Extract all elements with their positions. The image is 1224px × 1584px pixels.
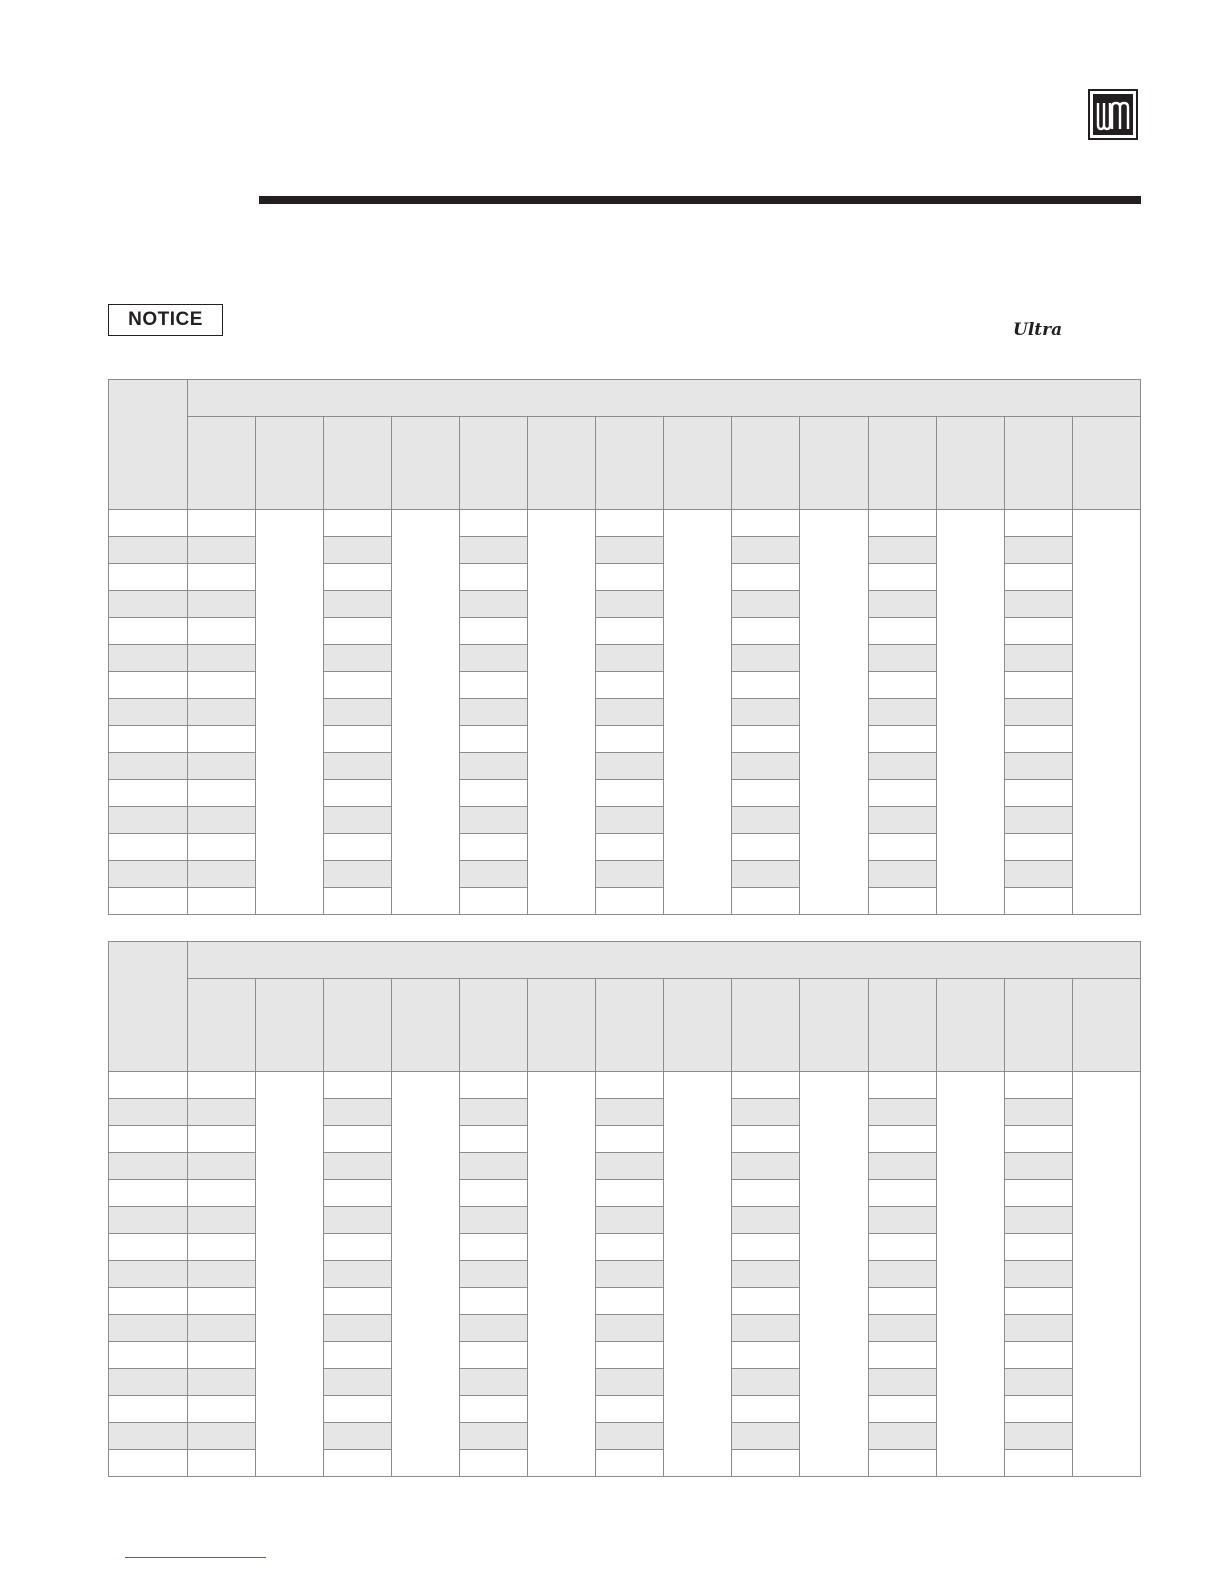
table-cell bbox=[732, 672, 800, 699]
row-label-cell bbox=[109, 645, 188, 672]
table-cell bbox=[732, 1072, 800, 1099]
column-header-cell bbox=[936, 417, 1004, 510]
table-cell bbox=[188, 1126, 256, 1153]
table-cell bbox=[188, 537, 256, 564]
row-label-cell bbox=[109, 1315, 188, 1342]
table-cell bbox=[460, 861, 528, 888]
table-cell bbox=[324, 1396, 392, 1423]
table-cell bbox=[324, 591, 392, 618]
table-cell bbox=[596, 1126, 664, 1153]
table-cell bbox=[188, 753, 256, 780]
row-label-cell bbox=[109, 834, 188, 861]
merged-cell bbox=[256, 510, 324, 915]
table-cell bbox=[596, 726, 664, 753]
table-cell bbox=[324, 1234, 392, 1261]
table-cell bbox=[732, 1234, 800, 1261]
column-header-cell bbox=[460, 417, 528, 510]
table-cell bbox=[1004, 564, 1072, 591]
table-cell bbox=[324, 780, 392, 807]
table-cell bbox=[460, 1126, 528, 1153]
table-cell bbox=[732, 1288, 800, 1315]
table-cell bbox=[324, 1369, 392, 1396]
table-cell bbox=[1004, 1099, 1072, 1126]
table-cell bbox=[460, 1072, 528, 1099]
table-cell bbox=[460, 1342, 528, 1369]
column-header-cell bbox=[800, 417, 868, 510]
table-cell bbox=[732, 753, 800, 780]
table-cell bbox=[324, 1315, 392, 1342]
table-cell bbox=[1004, 1153, 1072, 1180]
column-header-cell bbox=[1072, 979, 1140, 1072]
table-cell bbox=[188, 564, 256, 591]
row-label-cell bbox=[109, 699, 188, 726]
table-cell bbox=[868, 1099, 936, 1126]
table-cell bbox=[460, 672, 528, 699]
column-header-cell bbox=[868, 979, 936, 1072]
table-cell bbox=[460, 1396, 528, 1423]
table-cell bbox=[868, 1180, 936, 1207]
table-cell bbox=[596, 510, 664, 537]
merged-cell bbox=[256, 1072, 324, 1477]
table-cell bbox=[732, 807, 800, 834]
table-cell bbox=[596, 618, 664, 645]
table-cell bbox=[596, 807, 664, 834]
table-cell bbox=[460, 1369, 528, 1396]
table-cell bbox=[324, 1261, 392, 1288]
table-cell bbox=[596, 780, 664, 807]
table-cell bbox=[868, 834, 936, 861]
row-label-cell bbox=[109, 1261, 188, 1288]
table-row bbox=[109, 510, 1141, 537]
table-cell bbox=[460, 1288, 528, 1315]
table-cell bbox=[324, 888, 392, 915]
table-cell bbox=[460, 1315, 528, 1342]
table-cell bbox=[868, 1072, 936, 1099]
data-table-1 bbox=[108, 379, 1141, 915]
table-cell bbox=[1004, 1207, 1072, 1234]
table-cell bbox=[732, 1261, 800, 1288]
row-label-cell bbox=[109, 1207, 188, 1234]
table-cell bbox=[868, 564, 936, 591]
table-cell bbox=[1004, 1261, 1072, 1288]
table-cell bbox=[188, 1153, 256, 1180]
table-cell bbox=[324, 834, 392, 861]
table-cell bbox=[188, 699, 256, 726]
column-header-cell bbox=[324, 417, 392, 510]
column-header-cell bbox=[392, 979, 460, 1072]
column-header-cell bbox=[732, 417, 800, 510]
table-cell bbox=[324, 1153, 392, 1180]
table-cell bbox=[188, 807, 256, 834]
table-cell bbox=[1004, 1423, 1072, 1450]
row-header-cell bbox=[109, 942, 188, 1072]
row-label-cell bbox=[109, 1396, 188, 1423]
table-cell bbox=[324, 1180, 392, 1207]
table-cell bbox=[868, 1369, 936, 1396]
row-label-cell bbox=[109, 1369, 188, 1396]
table-cell bbox=[596, 1099, 664, 1126]
table-cell bbox=[324, 1450, 392, 1477]
table-cell bbox=[732, 645, 800, 672]
table-cell bbox=[596, 564, 664, 591]
table-cell bbox=[732, 1126, 800, 1153]
table-cell bbox=[868, 1396, 936, 1423]
table-cell bbox=[460, 1261, 528, 1288]
table-cell bbox=[460, 1234, 528, 1261]
table-cell bbox=[460, 1099, 528, 1126]
table-cell bbox=[188, 618, 256, 645]
merged-cell bbox=[664, 1072, 732, 1477]
notice-badge bbox=[108, 304, 223, 336]
table-cell bbox=[868, 1288, 936, 1315]
table-cell bbox=[868, 1234, 936, 1261]
table-cell bbox=[188, 726, 256, 753]
table-cell bbox=[1004, 591, 1072, 618]
column-header-cell bbox=[664, 417, 732, 510]
table-cell bbox=[868, 1315, 936, 1342]
title-rule bbox=[259, 196, 1141, 204]
wm-logo bbox=[1088, 89, 1138, 140]
data-table-2 bbox=[108, 941, 1141, 1477]
table-cell bbox=[1004, 1288, 1072, 1315]
merged-cell bbox=[664, 510, 732, 915]
table-cell bbox=[868, 726, 936, 753]
table-cell bbox=[596, 888, 664, 915]
table-cell bbox=[460, 564, 528, 591]
table-cell bbox=[188, 1396, 256, 1423]
table-cell bbox=[1004, 1450, 1072, 1477]
table-cell bbox=[732, 1369, 800, 1396]
table-cell bbox=[596, 699, 664, 726]
table-cell bbox=[324, 537, 392, 564]
column-header-cell bbox=[1072, 417, 1140, 510]
column-header-cell bbox=[460, 979, 528, 1072]
notice-label: NOTICE bbox=[128, 309, 203, 330]
merged-cell bbox=[800, 1072, 868, 1477]
table-cell bbox=[868, 861, 936, 888]
table-cell bbox=[188, 1450, 256, 1477]
table-cell bbox=[1004, 672, 1072, 699]
table-cell bbox=[596, 1180, 664, 1207]
table-cell bbox=[460, 591, 528, 618]
table-cell bbox=[732, 1423, 800, 1450]
table-cell bbox=[1004, 1234, 1072, 1261]
table-cell bbox=[188, 1207, 256, 1234]
table-cell bbox=[188, 1315, 256, 1342]
row-label-cell bbox=[109, 1072, 188, 1099]
table-cell bbox=[324, 807, 392, 834]
table-cell bbox=[596, 1072, 664, 1099]
table-cell bbox=[324, 1342, 392, 1369]
table-cell bbox=[460, 1180, 528, 1207]
table-cell bbox=[732, 537, 800, 564]
table-cell bbox=[324, 1288, 392, 1315]
table-cell bbox=[732, 1099, 800, 1126]
column-header-cell bbox=[528, 417, 596, 510]
merged-cell bbox=[392, 510, 460, 915]
table-cell bbox=[324, 564, 392, 591]
table-cell bbox=[460, 1450, 528, 1477]
row-label-cell bbox=[109, 1423, 188, 1450]
footer-link-underline[interactable] bbox=[125, 1557, 266, 1558]
column-header-cell bbox=[256, 417, 324, 510]
table-cell bbox=[188, 1261, 256, 1288]
table-cell bbox=[732, 1396, 800, 1423]
table-cell bbox=[324, 672, 392, 699]
row-label-cell bbox=[109, 888, 188, 915]
table-cell bbox=[868, 1450, 936, 1477]
row-label-cell bbox=[109, 1153, 188, 1180]
table-cell bbox=[460, 888, 528, 915]
column-header-cell bbox=[800, 979, 868, 1072]
table-cell bbox=[732, 1207, 800, 1234]
table-cell bbox=[188, 1423, 256, 1450]
table-cell bbox=[324, 861, 392, 888]
row-header-cell bbox=[109, 380, 188, 510]
column-header-cell bbox=[188, 417, 256, 510]
table-cell bbox=[596, 753, 664, 780]
table-cell bbox=[596, 834, 664, 861]
table-cell bbox=[324, 753, 392, 780]
table-cell bbox=[732, 564, 800, 591]
table-cell bbox=[1004, 510, 1072, 537]
table-cell bbox=[868, 1126, 936, 1153]
merged-cell bbox=[1072, 510, 1140, 915]
table-cell bbox=[1004, 807, 1072, 834]
table-cell bbox=[1004, 1126, 1072, 1153]
table-cell bbox=[460, 699, 528, 726]
table-cell bbox=[324, 1099, 392, 1126]
table-cell bbox=[188, 834, 256, 861]
table-cell bbox=[1004, 753, 1072, 780]
table-cell bbox=[596, 1261, 664, 1288]
row-label-cell bbox=[109, 672, 188, 699]
table-cell bbox=[1004, 861, 1072, 888]
table-cell bbox=[460, 834, 528, 861]
table-cell bbox=[460, 618, 528, 645]
table-cell bbox=[460, 537, 528, 564]
column-header-cell bbox=[392, 417, 460, 510]
column-header-cell bbox=[596, 417, 664, 510]
table-cell bbox=[596, 537, 664, 564]
table-cell bbox=[188, 780, 256, 807]
table-cell bbox=[596, 861, 664, 888]
table-cell bbox=[188, 1099, 256, 1126]
table-cell bbox=[732, 1342, 800, 1369]
table-cell bbox=[868, 1423, 936, 1450]
merged-cell bbox=[528, 1072, 596, 1477]
row-label-cell bbox=[109, 1099, 188, 1126]
table-cell bbox=[596, 672, 664, 699]
table-cell bbox=[868, 780, 936, 807]
row-label-cell bbox=[109, 1180, 188, 1207]
table-cell bbox=[732, 1315, 800, 1342]
table-cell bbox=[868, 510, 936, 537]
table-cell bbox=[188, 1342, 256, 1369]
row-label-cell bbox=[109, 807, 188, 834]
table-cell bbox=[324, 1423, 392, 1450]
table-cell bbox=[1004, 1396, 1072, 1423]
table-cell bbox=[188, 1180, 256, 1207]
table-cell bbox=[1004, 780, 1072, 807]
table-cell bbox=[732, 699, 800, 726]
table-cell bbox=[732, 618, 800, 645]
table-cell bbox=[460, 726, 528, 753]
table-cell bbox=[732, 888, 800, 915]
table-cell bbox=[1004, 537, 1072, 564]
table-cell bbox=[596, 1396, 664, 1423]
row-label-cell bbox=[109, 591, 188, 618]
table-cell bbox=[324, 645, 392, 672]
table-cell bbox=[324, 1207, 392, 1234]
merged-cell bbox=[528, 510, 596, 915]
table-cell bbox=[596, 1369, 664, 1396]
table-cell bbox=[732, 861, 800, 888]
row-label-cell bbox=[109, 537, 188, 564]
table-cell bbox=[188, 510, 256, 537]
merged-cell bbox=[936, 1072, 1004, 1477]
table-cell bbox=[460, 645, 528, 672]
column-header-cell bbox=[188, 979, 256, 1072]
table-cell bbox=[188, 1234, 256, 1261]
ultra-wordmark: Ultra bbox=[1013, 320, 1063, 340]
column-header-cell bbox=[664, 979, 732, 1072]
row-label-cell bbox=[109, 861, 188, 888]
table-cell bbox=[188, 672, 256, 699]
row-label-cell bbox=[109, 1126, 188, 1153]
row-label-cell bbox=[109, 726, 188, 753]
table-cell bbox=[1004, 834, 1072, 861]
table-cell bbox=[596, 645, 664, 672]
table-cell bbox=[324, 510, 392, 537]
table-cell bbox=[868, 1261, 936, 1288]
table-cell bbox=[188, 861, 256, 888]
row-label-cell bbox=[109, 564, 188, 591]
table-cell bbox=[460, 807, 528, 834]
table-cell bbox=[732, 1450, 800, 1477]
table-cell bbox=[1004, 726, 1072, 753]
table-cell bbox=[1004, 1369, 1072, 1396]
table-cell bbox=[596, 1450, 664, 1477]
table-cell bbox=[324, 1072, 392, 1099]
table-cell bbox=[188, 645, 256, 672]
merged-cell bbox=[1072, 1072, 1140, 1477]
column-header-cell bbox=[868, 417, 936, 510]
column-header-cell bbox=[1004, 979, 1072, 1072]
table-cell bbox=[868, 699, 936, 726]
column-header-cell bbox=[528, 979, 596, 1072]
group-header-cell bbox=[188, 942, 1141, 979]
table-cell bbox=[188, 1369, 256, 1396]
table-cell bbox=[460, 1423, 528, 1450]
merged-cell bbox=[936, 510, 1004, 915]
table-cell bbox=[188, 1288, 256, 1315]
table-cell bbox=[1004, 1180, 1072, 1207]
row-label-cell bbox=[109, 510, 188, 537]
table-cell bbox=[1004, 1315, 1072, 1342]
table-cell bbox=[596, 1288, 664, 1315]
table-cell bbox=[460, 780, 528, 807]
table-cell bbox=[188, 591, 256, 618]
wm-monogram-icon bbox=[1090, 91, 1136, 138]
row-label-cell bbox=[109, 1342, 188, 1369]
column-header-cell bbox=[1004, 417, 1072, 510]
table-cell bbox=[868, 618, 936, 645]
table-cell bbox=[732, 1153, 800, 1180]
group-header-cell bbox=[188, 380, 1141, 417]
row-label-cell bbox=[109, 753, 188, 780]
table-cell bbox=[596, 1234, 664, 1261]
table-row bbox=[109, 1072, 1141, 1099]
table-cell bbox=[596, 1342, 664, 1369]
table-cell bbox=[868, 645, 936, 672]
table-cell bbox=[324, 618, 392, 645]
table-cell bbox=[868, 753, 936, 780]
table-cell bbox=[460, 1207, 528, 1234]
table-cell bbox=[596, 1315, 664, 1342]
merged-cell bbox=[392, 1072, 460, 1477]
table-cell bbox=[1004, 888, 1072, 915]
table-cell bbox=[460, 1153, 528, 1180]
table-cell bbox=[324, 726, 392, 753]
table-cell bbox=[324, 699, 392, 726]
table-cell bbox=[596, 591, 664, 618]
row-label-cell bbox=[109, 1288, 188, 1315]
row-label-cell bbox=[109, 1450, 188, 1477]
table-cell bbox=[596, 1423, 664, 1450]
table-cell bbox=[868, 807, 936, 834]
table-cell bbox=[868, 1153, 936, 1180]
table-cell bbox=[460, 510, 528, 537]
table-cell bbox=[868, 1342, 936, 1369]
table-cell bbox=[324, 1126, 392, 1153]
table-cell bbox=[868, 888, 936, 915]
table-cell bbox=[188, 1072, 256, 1099]
table-cell bbox=[732, 834, 800, 861]
table-cell bbox=[1004, 699, 1072, 726]
table-cell bbox=[732, 1180, 800, 1207]
table-cell bbox=[1004, 1342, 1072, 1369]
table-cell bbox=[868, 1207, 936, 1234]
merged-cell bbox=[800, 510, 868, 915]
table-cell bbox=[732, 510, 800, 537]
table-cell bbox=[596, 1207, 664, 1234]
table-cell bbox=[188, 888, 256, 915]
table-cell bbox=[732, 726, 800, 753]
table-cell bbox=[868, 672, 936, 699]
table-cell bbox=[868, 591, 936, 618]
column-header-cell bbox=[324, 979, 392, 1072]
table-cell bbox=[868, 537, 936, 564]
table-cell bbox=[1004, 1072, 1072, 1099]
column-header-cell bbox=[256, 979, 324, 1072]
table-cell bbox=[732, 780, 800, 807]
table-cell bbox=[1004, 618, 1072, 645]
table-cell bbox=[732, 591, 800, 618]
table-cell bbox=[596, 1153, 664, 1180]
row-label-cell bbox=[109, 780, 188, 807]
table-cell bbox=[460, 753, 528, 780]
row-label-cell bbox=[109, 1234, 188, 1261]
column-header-cell bbox=[936, 979, 1004, 1072]
column-header-cell bbox=[596, 979, 664, 1072]
column-header-cell bbox=[732, 979, 800, 1072]
row-label-cell bbox=[109, 618, 188, 645]
table-cell bbox=[1004, 645, 1072, 672]
